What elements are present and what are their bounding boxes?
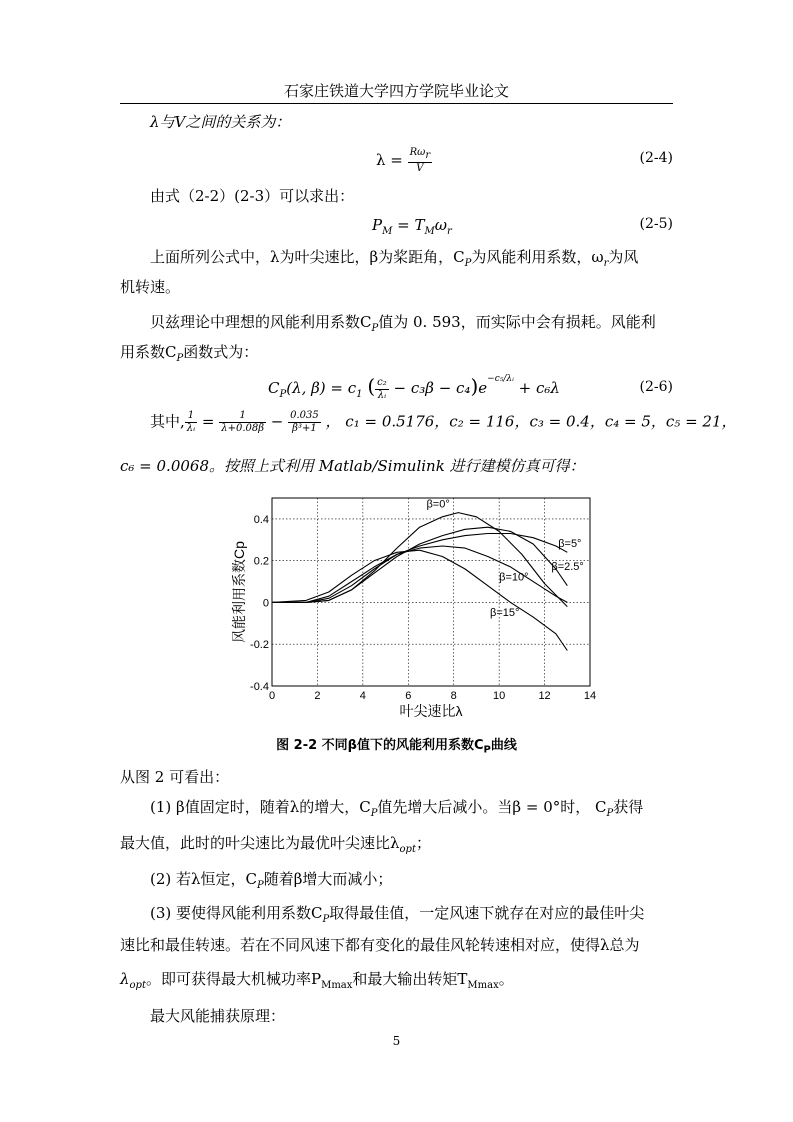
eq3-c: C <box>268 379 280 397</box>
x-axis-label: 叶尖速比λ <box>399 703 463 719</box>
l7-frac-3 <box>288 410 321 435</box>
l3-text-end: 为风能利用系数，ω <box>471 248 604 266</box>
l15-lambda: λ <box>120 970 130 988</box>
caption-text: 图 2-2 不同β值下的风能利用系数C <box>276 738 484 753</box>
text-line-9: 从图 2 可看出： <box>120 768 230 786</box>
equation-number-2-4: (2-4) <box>639 150 673 166</box>
l12-text: (2) 若λ恒定，C <box>150 870 257 888</box>
page-header-title: 石家庄铁道大学四方学院毕业论文 <box>283 82 509 100</box>
l12-end: 随着β增大而减小； <box>263 870 393 888</box>
eq1-fraction <box>408 147 432 175</box>
y-tick-label: 0 <box>262 597 269 610</box>
l11-sub: opt <box>399 844 416 855</box>
l5-text-end: 值为 0. 593，而实际中会有损耗。风能利 <box>378 313 656 331</box>
l15-sub2: Mmax <box>321 980 353 991</box>
eq3-lhs: (λ, β) = c <box>286 379 357 397</box>
x-tick-label: 2 <box>314 690 321 702</box>
text-line-7 <box>150 410 737 435</box>
l3-sub2: r <box>603 258 609 269</box>
curve-annotation: β=0° <box>426 498 450 511</box>
eq3-c-sub: P <box>279 389 287 400</box>
l7-minus: − <box>266 412 289 431</box>
y-tick-label: -0.4 <box>250 681 269 693</box>
eq2-omega: ω <box>434 216 447 234</box>
x-tick-label: 8 <box>450 690 457 702</box>
eq1-lhs: λ = <box>376 151 408 169</box>
curve-annotation: β=5° <box>558 538 582 551</box>
eq1-num-text: Rω <box>409 147 426 158</box>
curve-annotation: β=10° <box>499 571 529 584</box>
eq2-sub-m: M <box>382 226 393 237</box>
equation-2-6 <box>268 374 560 402</box>
l11-text: 最大值，此时的叶尖速比为最优叶尖速比λ <box>120 834 400 852</box>
curve-annotation: β=2.5° <box>551 561 584 574</box>
equation-number-2-6: (2-6) <box>639 379 673 395</box>
curve-annotation: β=15° <box>490 607 520 620</box>
eq2-t: = T <box>392 216 425 234</box>
caption-end: 曲线 <box>490 738 517 753</box>
eq3-mid: − c₃β − c₄ <box>388 379 471 397</box>
figure-caption <box>0 734 793 756</box>
eq2-sub-m2: M <box>424 226 435 237</box>
eq1-num-sub: r <box>425 150 431 161</box>
l13-sub: P <box>322 914 330 925</box>
text-line-16: 最大风能捕获原理： <box>150 1007 286 1025</box>
text-line-2: 由式（2-2）(2-3）可以求出： <box>150 187 355 205</box>
text-line-4: 机转速。 <box>120 278 181 296</box>
l5-sub: P <box>371 323 379 334</box>
l7-f1-num: 1 <box>185 410 197 423</box>
x-tick-label: 6 <box>405 690 412 702</box>
text-line-3 <box>150 246 638 269</box>
eq3-frac-den: λᵢ <box>377 389 387 401</box>
page-number: 5 <box>392 1034 401 1048</box>
text-line-11 <box>120 832 431 855</box>
x-tick-label: 12 <box>538 690 551 702</box>
l7-f2-num: 1 <box>219 410 266 423</box>
l5-text: 贝兹理论中理想的风能利用系数C <box>150 313 372 331</box>
text-line-5 <box>150 311 656 334</box>
eq3-rparen: ) <box>470 374 479 398</box>
eq3-exponent: −c₅/λᵢ <box>487 374 514 384</box>
text-line-8: c₆ = 0.0068。按照上式利用 Matlab/Simulink 进行建模仿真可得： <box>120 457 585 475</box>
equation-2-5 <box>372 216 452 237</box>
x-tick-label: 0 <box>268 690 276 702</box>
text-line-13 <box>150 902 644 925</box>
l10-sub2: P <box>606 808 614 819</box>
series-line <box>272 513 567 607</box>
eq2-p: P <box>372 216 383 234</box>
equation-number-2-5: (2-5) <box>639 216 673 232</box>
l3-text: 上面所列公式中，λ为叶尖速比，β为桨距角，C <box>150 248 465 266</box>
eq3-c1-sub: 1 <box>356 389 363 400</box>
l12-sub: P <box>257 880 264 891</box>
l10-text-end: 值先增大后减小。当β = 0°时， C <box>377 798 607 816</box>
l13-end: 取得最佳值，一定风速下就存在对应的最佳叶尖 <box>329 904 645 922</box>
l15-sub3: Mmax <box>467 980 499 991</box>
eq3-lparen: ( <box>367 374 376 398</box>
l7-rest: ， c₁ = 0.5176，c₂ = 116，c₃ = 0.4，c₄ = 5，c₅ = 21， <box>320 412 737 431</box>
l15-end: 。 <box>498 970 514 988</box>
plot-border <box>272 498 590 686</box>
caption-sub: P <box>483 744 491 756</box>
l6-sub: P <box>176 353 184 364</box>
text-line-12 <box>150 868 392 891</box>
x-tick-label: 10 <box>493 690 506 702</box>
l15-sub: opt <box>129 980 146 991</box>
series-line <box>272 527 567 602</box>
x-tick-label: 4 <box>359 690 366 702</box>
l6-text: 用系数C <box>120 343 177 361</box>
y-tick-label: 0.2 <box>253 555 269 568</box>
text-line-10 <box>150 796 643 819</box>
l15-mid2: 和最大输出转矩T <box>352 970 468 988</box>
l7-f2-den: λ+0.08β <box>221 423 265 434</box>
l3-sub: P <box>464 258 472 269</box>
y-tick-label: -0.2 <box>250 639 269 652</box>
l7-prefix: 其中, <box>150 412 185 431</box>
text-line-6 <box>120 341 258 364</box>
l15-mid: 。即可获得最大机械功率P <box>145 970 322 988</box>
text-line-14: 速比和最佳转速。若在不同风速下都有变化的最佳风轮转速相对应，使得λ总为 <box>120 936 640 954</box>
l7-f3-den: β³+1 <box>292 423 317 434</box>
l6-text-end: 函数式为： <box>183 343 259 361</box>
l7-frac-2 <box>219 410 266 435</box>
text-line-1: λ与V之间的关系为： <box>150 113 291 131</box>
eq3-fraction <box>375 377 389 402</box>
l3-tail: 为风 <box>608 248 639 266</box>
text-line-15 <box>120 968 514 991</box>
y-tick-label: 0.4 <box>253 513 269 526</box>
cp-curve-chart <box>220 488 600 720</box>
eq3-frac-num: c₂ <box>377 376 387 388</box>
l7-f1-den: λᵢ <box>186 423 196 434</box>
plot-frame <box>272 498 590 686</box>
eq1-denominator: V <box>416 163 424 174</box>
l11-end: ； <box>415 834 431 852</box>
l7-eq: = <box>197 412 220 431</box>
eq2-sub-r: r <box>446 226 452 237</box>
eq3-end: + c₆λ <box>513 379 560 397</box>
l7-f3-num: 0.035 <box>290 410 319 421</box>
header-rule <box>120 103 673 104</box>
l10-tail: 获得 <box>613 798 644 816</box>
l7-frac-1 <box>185 410 197 435</box>
eq3-e: e <box>478 379 488 397</box>
l13-text: (3) 要使得风能利用系数C <box>150 904 323 922</box>
y-axis-label: 风能利用系数Cp <box>231 541 247 643</box>
x-tick-label: 14 <box>583 690 597 702</box>
eq1-numerator <box>408 147 432 163</box>
chart-annotations <box>426 498 583 619</box>
l10-text: (1) β值固定时，随着λ的增大，C <box>150 798 371 816</box>
equation-2-4 <box>376 147 432 175</box>
chart-grid <box>272 498 590 686</box>
l10-sub: P <box>370 808 378 819</box>
